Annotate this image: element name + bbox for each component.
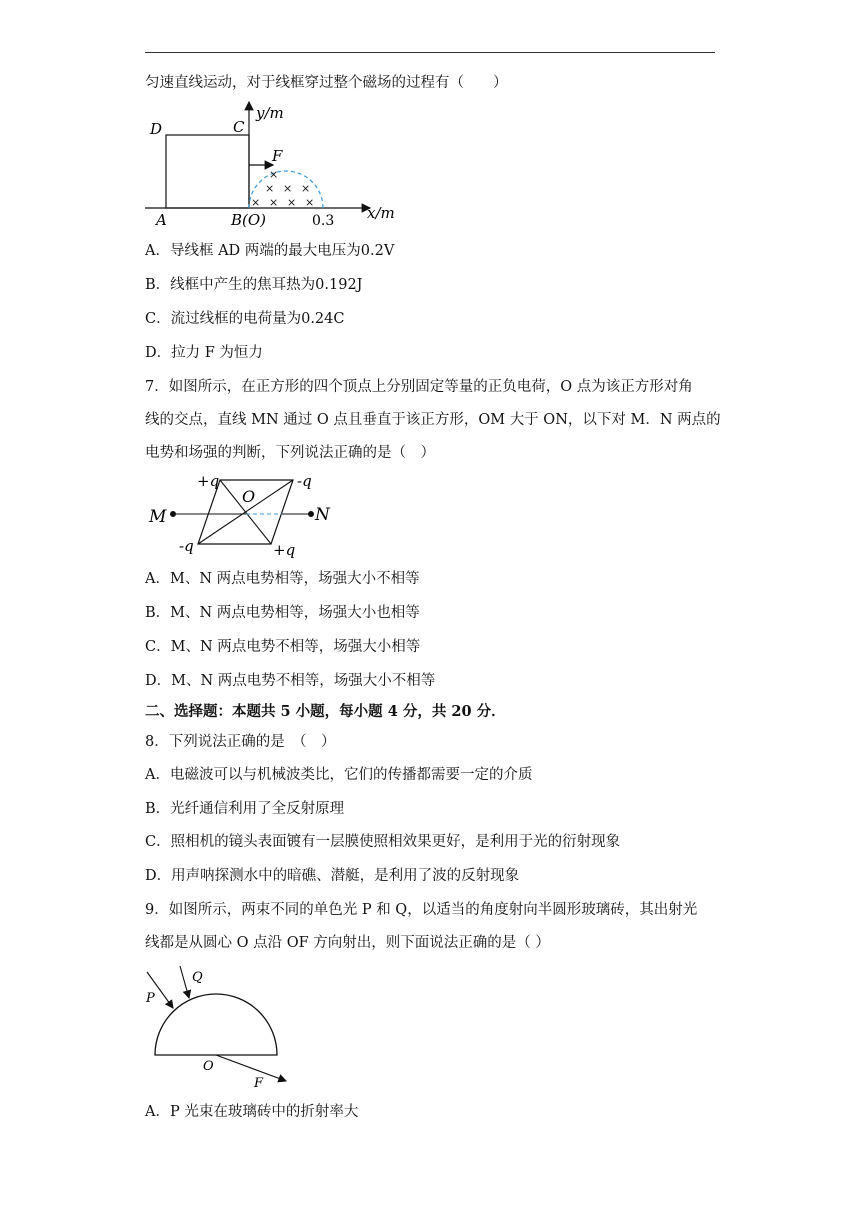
- q7-figure: [145, 470, 345, 560]
- header-rule: [145, 52, 715, 53]
- q9-stem-line2: 线都是从圆心 O 点沿 OF 方向射出，则下面说法正确的是（ ）: [145, 935, 550, 951]
- q7-stem-line3: 电势和场强的判断，下列说法正确的是（ ）: [145, 445, 435, 461]
- charge-plus-bottom: +q: [273, 541, 296, 559]
- charge-minus-bottom: -q: [179, 537, 194, 555]
- label-O: O: [203, 1059, 214, 1074]
- field-cross: ×: [287, 196, 297, 209]
- wire-frame: [166, 135, 249, 208]
- q8-option-c: C．照相机的镜头表面镀有一层膜使照相效果更好，是利用于光的衍射现象: [145, 834, 621, 850]
- charge-minus-top: -q: [297, 472, 312, 490]
- q6-option-d: D．拉力 F 为恒力: [145, 345, 263, 361]
- q6-option-c: C．流过线框的电荷量为0.24C: [145, 311, 345, 327]
- label-C: C: [233, 118, 245, 136]
- label-P: P: [146, 991, 155, 1006]
- label-N: N: [315, 505, 330, 525]
- label-A: A: [156, 211, 167, 229]
- label-F: F: [272, 147, 283, 165]
- q9-option-a: A．P 光束在玻璃砖中的折射率大: [145, 1104, 359, 1120]
- q8-option-b: B．光纤通信利用了全反射原理: [145, 801, 345, 817]
- field-cross: ×: [251, 196, 261, 209]
- section-2-heading: 二、选择题：本题共 5 小题，每小题 4 分，共 20 分．: [145, 703, 506, 720]
- semicircle-glass-brick: [155, 994, 277, 1055]
- field-cross: ×: [305, 196, 315, 209]
- q8-stem: 8．下列说法正确的是 （ ）: [145, 734, 336, 750]
- label-D: D: [150, 120, 163, 138]
- field-cross: ×: [269, 196, 279, 209]
- tick-0.3: 0.3: [312, 213, 335, 229]
- label-B-O: B(O): [231, 211, 267, 229]
- ray-Q: [180, 966, 189, 998]
- q8-option-d: D．用声呐探测水中的暗礁、潜艇，是利用了波的反射现象: [145, 868, 520, 884]
- label-Q: Q: [192, 970, 203, 985]
- q7-stem-line2: 线的交点，直线 MN 通过 O 点且垂直于该正方形，OM 大于 ON，以下对 M．N 两点的: [145, 412, 721, 428]
- field-cross: ×: [301, 182, 311, 195]
- field-cross: ×: [265, 182, 275, 195]
- q6-stem-end: 匀速直线运动，对于线框穿过整个磁场的过程有（ ）: [145, 75, 508, 91]
- q7-option-d: D．M、N 两点电势不相等，场强大小不相等: [145, 673, 436, 689]
- label-F: F: [254, 1076, 264, 1091]
- q9-stem-line1: 9．如图所示，两束不同的单色光 P 和 Q，以适当的角度射向半圆形玻璃砖，其出射光: [145, 902, 698, 918]
- q7-stem-line1: 7．如图所示，在正方形的四个顶点上分别固定等量的正负电荷，O 点为该正方形对角: [145, 379, 693, 395]
- ray-OF: [216, 1055, 286, 1081]
- point-N: [308, 511, 314, 517]
- q9-figure: [140, 962, 300, 1092]
- q7-option-c: C．M、N 两点电势不相等，场强大小相等: [145, 639, 421, 655]
- x-axis-label: x/m: [367, 204, 395, 222]
- field-cross: ×: [269, 168, 279, 181]
- q8-option-a: A．电磁波可以与机械波类比，它们的传播都需要一定的介质: [145, 767, 533, 783]
- q6-option-a: A．导线框 AD 两端的最大电压为0.2V: [145, 243, 395, 259]
- q6-figure: [145, 98, 405, 228]
- label-M: M: [149, 507, 167, 527]
- label-O: O: [242, 487, 256, 506]
- q7-option-b: B．M、N 两点电势相等，场强大小也相等: [145, 605, 420, 621]
- q6-option-b: B．线框中产生的焦耳热为0.192J: [145, 277, 363, 293]
- charge-plus-top: +q: [197, 472, 220, 490]
- point-M: [170, 511, 176, 517]
- q7-option-a: A．M、N 两点电势相等，场强大小不相等: [145, 571, 420, 587]
- field-cross: ×: [283, 182, 293, 195]
- y-axis-label: y/m: [256, 104, 284, 122]
